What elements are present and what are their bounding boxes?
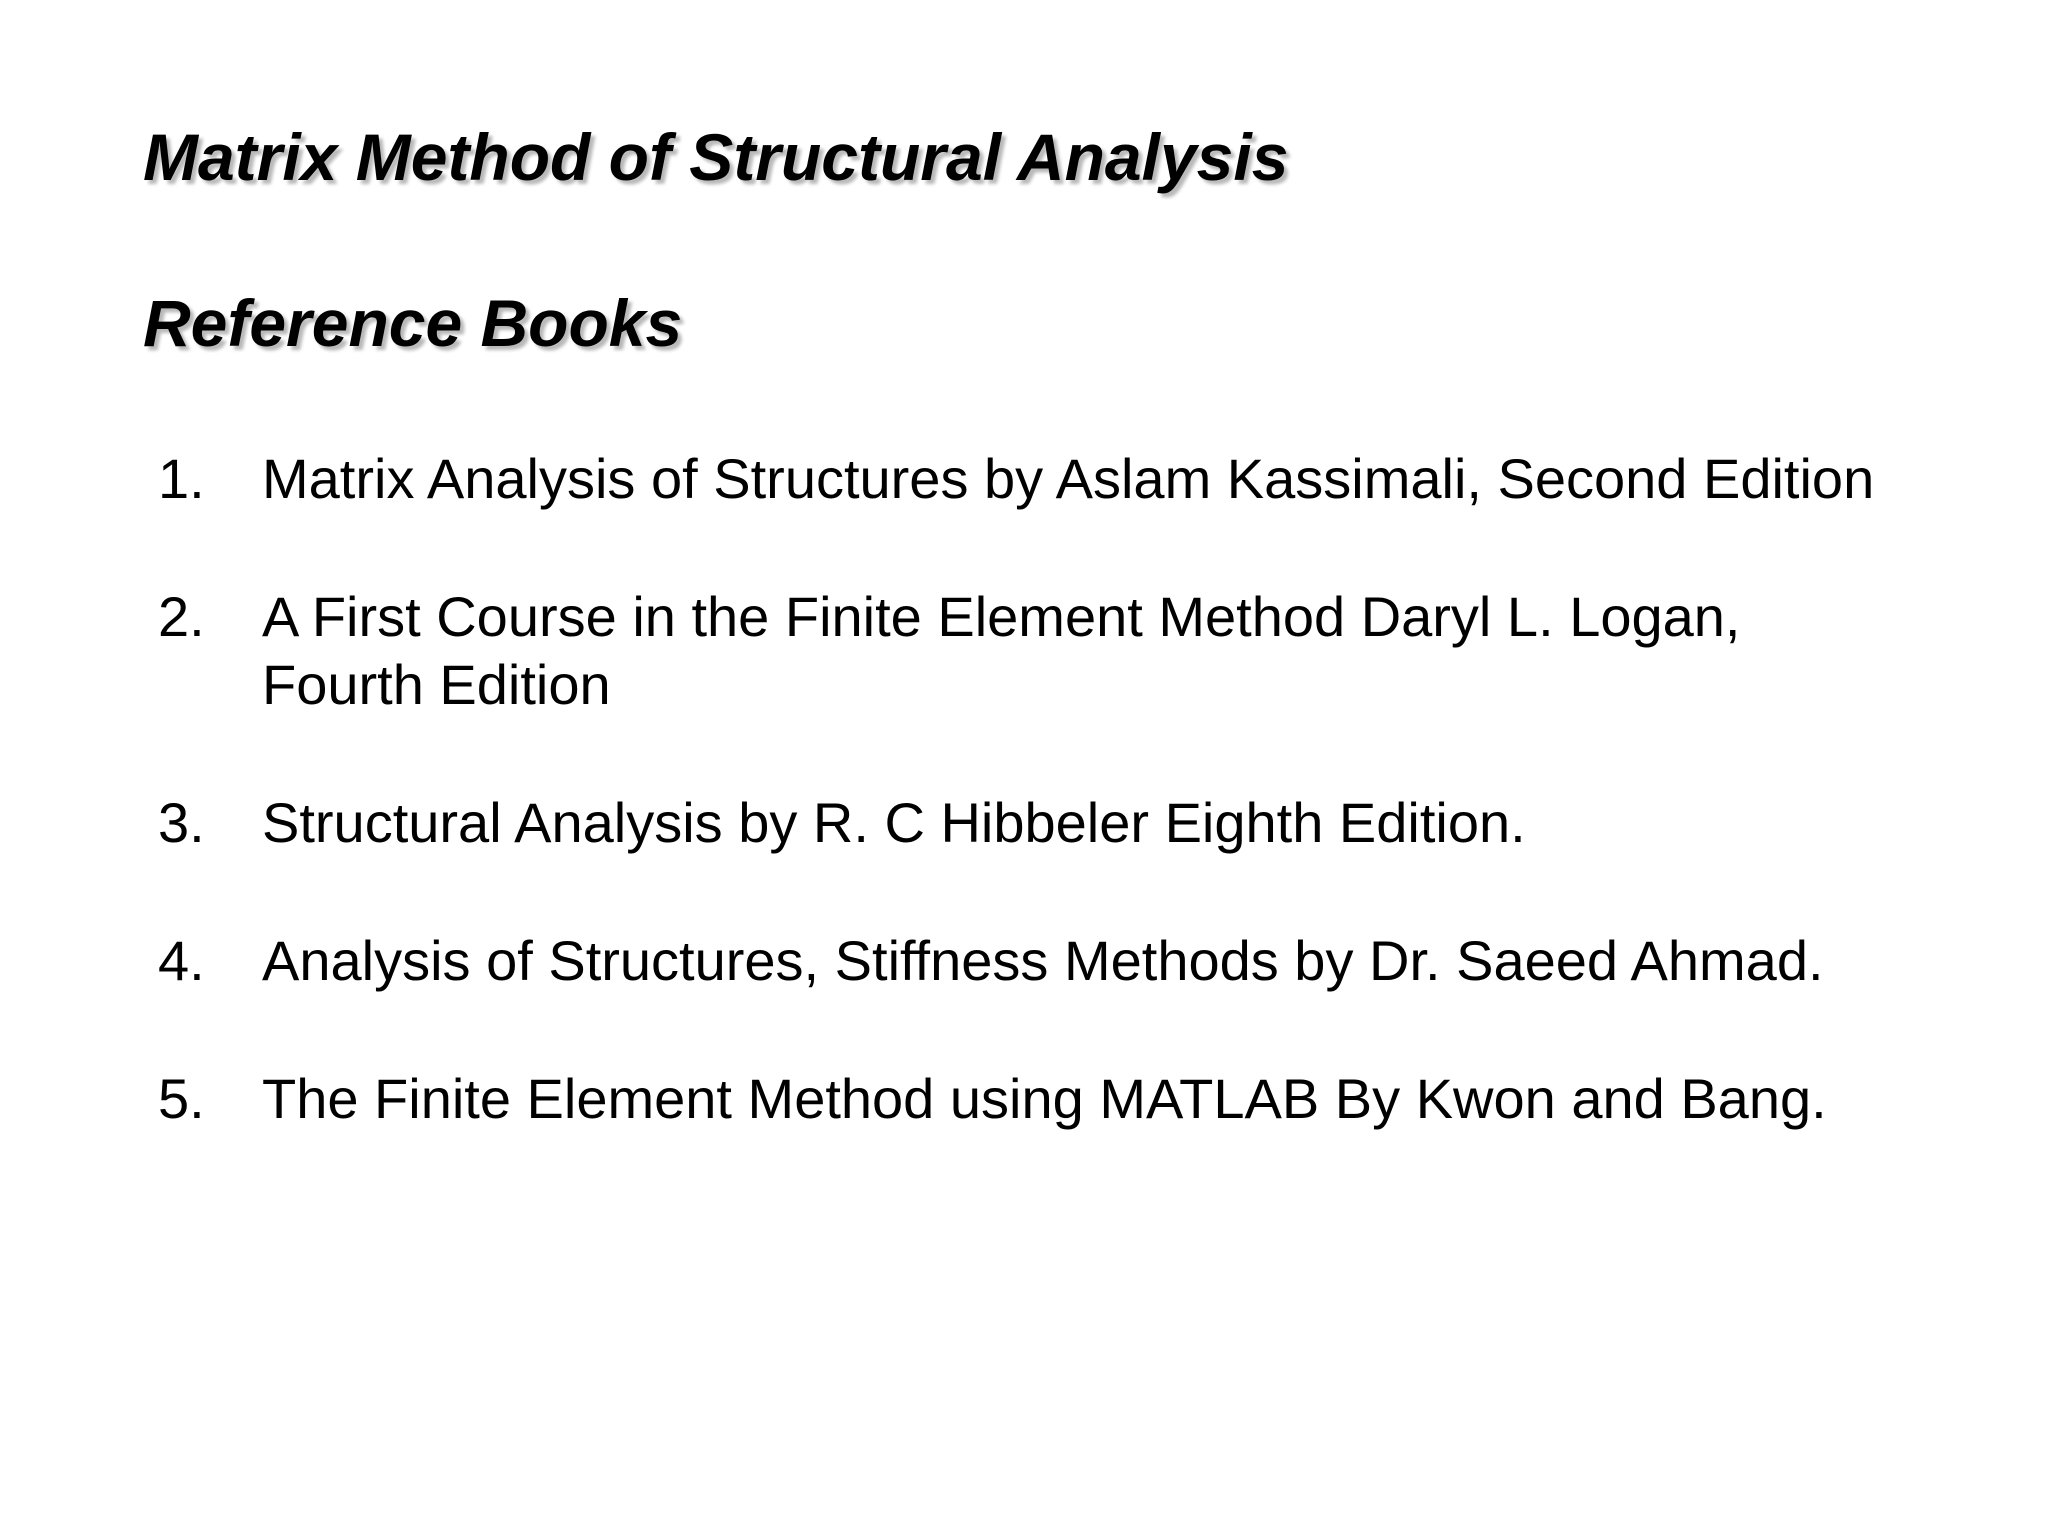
- list-item-line: A First Course in the Finite Element Method Daryl L. Logan,: [262, 585, 1741, 648]
- list-item-number: 3.: [158, 791, 205, 854]
- list-item-line: Analysis of Structures, Stiffness Methods by Dr. Saeed Ahmad.: [262, 929, 1824, 992]
- list-item-line: Matrix Analysis of Structures by Aslam Kassimali, Second Edition: [262, 447, 1875, 510]
- list-item-number: 2.: [158, 585, 205, 648]
- list-item-text: [262, 1065, 1982, 1133]
- list-item-line: Structural Analysis by R. C Hibbeler Eighth Edition.: [262, 791, 1526, 854]
- list-item-text: [262, 927, 1982, 995]
- list-item-line: Fourth Edition: [262, 653, 611, 716]
- list-item-text: [262, 583, 1982, 719]
- slide-subtitle: Reference Books: [143, 286, 683, 360]
- list-item-text: [262, 445, 1982, 513]
- list-item-number: 1.: [158, 447, 205, 510]
- list-item-line: The Finite Element Method using MATLAB By Kwon and Bang.: [262, 1067, 1827, 1130]
- list-item-number: 4.: [158, 929, 205, 992]
- slide-title: Matrix Method of Structural Analysis: [143, 120, 1289, 194]
- list-item-number: 5.: [158, 1067, 205, 1130]
- list-item-text: [262, 789, 1982, 857]
